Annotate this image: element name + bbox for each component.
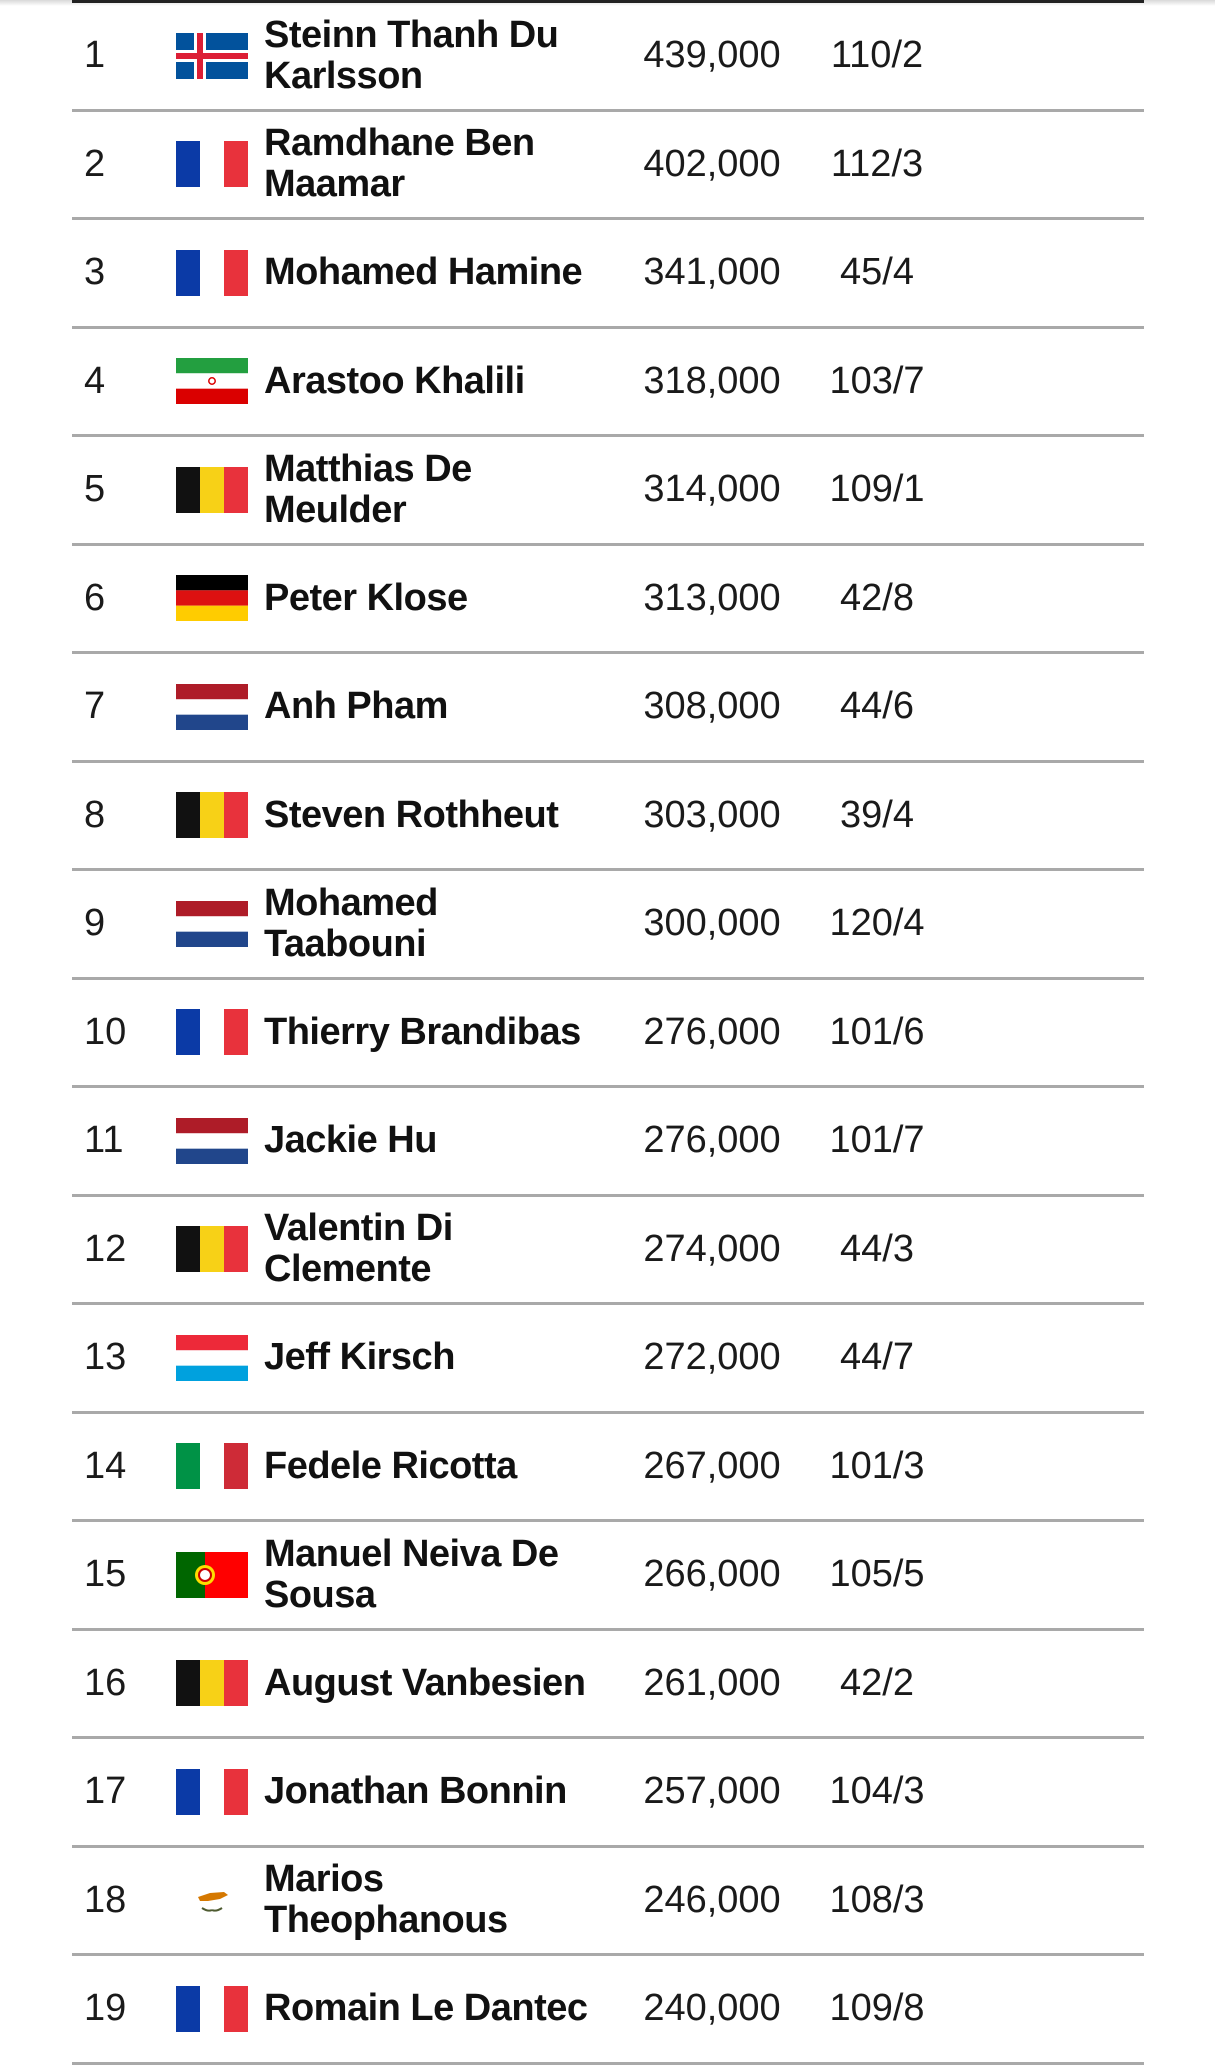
netherlands-flag-icon — [176, 1118, 248, 1164]
player-name[interactable]: Anh Pham — [264, 685, 448, 728]
rank-cell: 1 — [84, 34, 106, 77]
games-cell: 104/3 — [829, 1770, 925, 1813]
games-cell: 39/4 — [840, 793, 914, 836]
table-row[interactable] — [72, 1414, 1144, 1523]
player-name[interactable]: Jackie Hu — [264, 1119, 437, 1162]
player-name[interactable]: Arastoo Khalili — [264, 359, 525, 402]
iran-flag-icon — [176, 358, 248, 404]
table-row[interactable] — [72, 546, 1144, 655]
player-name[interactable]: Marios Theophanous — [264, 1858, 508, 1942]
points-cell: 257,000 — [643, 1770, 781, 1813]
cyprus-flag-icon — [176, 1877, 248, 1923]
table-row[interactable] — [72, 1631, 1144, 1740]
rank-cell: 13 — [84, 1336, 127, 1379]
france-flag-icon — [176, 1986, 248, 2032]
player-name[interactable]: Matthias De Meulder — [264, 447, 472, 531]
rank-cell: 12 — [84, 1227, 127, 1270]
rank-cell: 14 — [84, 1444, 127, 1487]
france-flag-icon — [176, 1769, 248, 1815]
games-cell: 44/7 — [840, 1336, 914, 1379]
table-row[interactable] — [72, 980, 1144, 1089]
table-row[interactable] — [72, 329, 1144, 438]
netherlands-flag-icon — [176, 901, 248, 947]
belgium-flag-icon — [176, 1660, 248, 1706]
player-name[interactable]: Steinn Thanh Du Karlsson — [264, 13, 559, 97]
player-name[interactable]: Mohamed Hamine — [264, 251, 583, 294]
table-row[interactable] — [72, 1305, 1144, 1414]
points-cell: 300,000 — [643, 902, 781, 945]
rank-cell: 10 — [84, 1010, 127, 1053]
points-cell: 274,000 — [643, 1227, 781, 1270]
rank-cell: 8 — [84, 793, 106, 836]
points-cell: 341,000 — [643, 251, 781, 294]
games-cell: 105/5 — [829, 1553, 925, 1596]
belgium-flag-icon — [176, 1226, 248, 1272]
player-name[interactable]: Romain Le Dantec — [264, 1987, 588, 2030]
points-cell: 313,000 — [643, 576, 781, 619]
points-cell: 402,000 — [643, 142, 781, 185]
france-flag-icon — [176, 250, 248, 296]
table-row[interactable] — [72, 1522, 1144, 1631]
player-name[interactable]: Thierry Brandibas — [264, 1010, 581, 1053]
france-flag-icon — [176, 141, 248, 187]
table-row[interactable] — [72, 220, 1144, 329]
ranking-table — [72, 0, 1144, 2065]
games-cell: 109/1 — [829, 468, 925, 511]
table-row[interactable] — [72, 763, 1144, 872]
games-cell: 42/8 — [840, 576, 914, 619]
points-cell: 246,000 — [643, 1878, 781, 1921]
table-row[interactable] — [72, 1848, 1144, 1957]
rank-cell: 5 — [84, 468, 106, 511]
player-name[interactable]: Ramdhane Ben Maamar — [264, 122, 535, 206]
player-name[interactable]: Fedele Ricotta — [264, 1444, 517, 1487]
table-row[interactable] — [72, 1088, 1144, 1197]
italy-flag-icon — [176, 1443, 248, 1489]
rank-cell: 4 — [84, 359, 106, 402]
rank-cell: 9 — [84, 902, 106, 945]
games-cell: 101/6 — [829, 1010, 925, 1053]
points-cell: 266,000 — [643, 1553, 781, 1596]
points-cell: 308,000 — [643, 685, 781, 728]
player-name[interactable]: Mohamed Taabouni — [264, 881, 438, 965]
points-cell: 267,000 — [643, 1444, 781, 1487]
belgium-flag-icon — [176, 792, 248, 838]
games-cell: 112/3 — [830, 142, 924, 185]
games-cell: 42/2 — [840, 1661, 914, 1704]
games-cell: 103/7 — [829, 359, 925, 402]
iceland-flag-icon — [176, 33, 248, 79]
rank-cell: 15 — [84, 1553, 127, 1596]
player-name[interactable]: August Vanbesien — [264, 1661, 586, 1704]
rank-cell: 16 — [84, 1661, 127, 1704]
rank-cell: 19 — [84, 1987, 127, 2030]
luxembourg-flag-icon — [176, 1335, 248, 1381]
games-cell: 110/2 — [830, 34, 924, 77]
player-name[interactable]: Valentin Di Clemente — [264, 1207, 453, 1291]
player-name[interactable]: Peter Klose — [264, 576, 468, 619]
rank-cell: 6 — [84, 576, 106, 619]
games-cell: 45/4 — [840, 251, 914, 294]
player-name[interactable]: Jeff Kirsch — [264, 1336, 455, 1379]
table-row[interactable] — [72, 871, 1144, 980]
table-row[interactable] — [72, 1197, 1144, 1306]
portugal-flag-icon — [176, 1552, 248, 1598]
belgium-flag-icon — [176, 467, 248, 513]
rank-cell: 17 — [84, 1770, 127, 1813]
games-cell: 120/4 — [829, 902, 925, 945]
player-name[interactable]: Jonathan Bonnin — [264, 1770, 567, 1813]
rank-cell: 7 — [84, 685, 106, 728]
points-cell: 314,000 — [643, 468, 781, 511]
rank-cell: 2 — [84, 142, 106, 185]
points-cell: 318,000 — [643, 359, 781, 402]
points-cell: 303,000 — [643, 793, 781, 836]
games-cell: 101/7 — [829, 1119, 925, 1162]
player-name[interactable]: Steven Rothheut — [264, 793, 559, 836]
points-cell: 240,000 — [643, 1987, 781, 2030]
points-cell: 276,000 — [643, 1010, 781, 1053]
points-cell: 439,000 — [643, 34, 781, 77]
games-cell: 101/3 — [829, 1444, 925, 1487]
rank-cell: 18 — [84, 1878, 127, 1921]
games-cell: 44/6 — [840, 685, 914, 728]
table-row[interactable] — [72, 437, 1144, 546]
table-row[interactable] — [72, 3, 1144, 112]
table-row[interactable] — [72, 1739, 1144, 1848]
table-row[interactable] — [72, 1956, 1144, 2065]
france-flag-icon — [176, 1009, 248, 1055]
games-cell: 44/3 — [840, 1227, 914, 1270]
points-cell: 261,000 — [643, 1661, 781, 1704]
games-cell: 109/8 — [829, 1987, 925, 2030]
rank-cell: 11 — [84, 1119, 124, 1162]
games-cell: 108/3 — [829, 1878, 925, 1921]
table-row[interactable] — [72, 654, 1144, 763]
points-cell: 276,000 — [643, 1119, 781, 1162]
netherlands-flag-icon — [176, 684, 248, 730]
rank-cell: 3 — [84, 251, 106, 294]
table-row[interactable] — [72, 112, 1144, 221]
points-cell: 272,000 — [643, 1336, 781, 1379]
player-name[interactable]: Manuel Neiva De Sousa — [264, 1532, 559, 1616]
germany-flag-icon — [176, 575, 248, 621]
